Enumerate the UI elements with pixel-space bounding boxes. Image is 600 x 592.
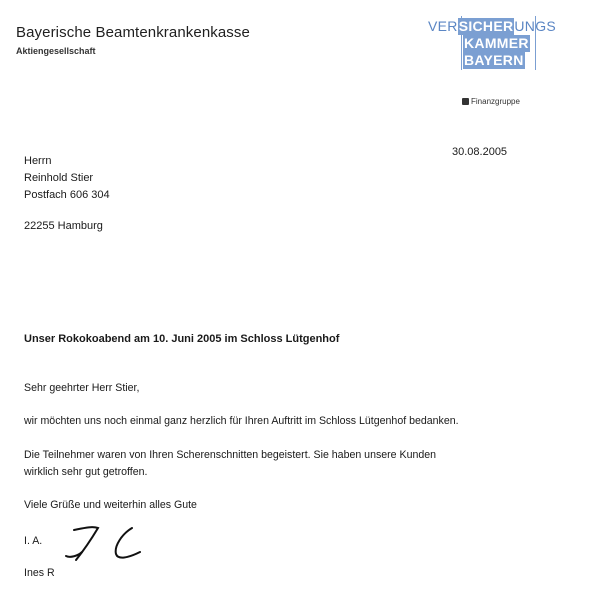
finance-group-text: Finanzgruppe bbox=[471, 97, 520, 106]
signer-name: Ines R bbox=[24, 567, 55, 579]
logo-row-1 bbox=[428, 18, 556, 35]
logo-text-sicher: SICHER bbox=[458, 18, 514, 34]
logo-text-kammer: KAMMER bbox=[464, 35, 529, 51]
logo-text-bayern: BAYERN bbox=[464, 52, 524, 68]
recipient-salutation: Herrn bbox=[24, 155, 52, 167]
logo-row-3 bbox=[463, 52, 525, 69]
letter-closing: Viele Grüße und weiterhin alles Gute bbox=[24, 499, 197, 511]
logo-text-ver: VER bbox=[428, 18, 458, 34]
company-subtitle: Aktiengesellschaft bbox=[16, 46, 96, 56]
sparkasse-icon bbox=[462, 98, 469, 105]
letter-date: 30.08.2005 bbox=[452, 146, 508, 158]
handwritten-signature bbox=[48, 516, 198, 566]
recipient-city: 22255 Hamburg bbox=[24, 220, 103, 232]
letter-paragraph-1: wir möchten uns noch einmal ganz herzlich für Ihren Auftritt im Schloss Lütgenhof bedanken. bbox=[24, 415, 459, 427]
letter-salutation: Sehr geehrter Herr Stier, bbox=[24, 382, 140, 394]
recipient-street: Postfach 606 304 bbox=[24, 189, 110, 201]
recipient-name: Reinhold Stier bbox=[24, 172, 94, 184]
finance-group-label bbox=[462, 97, 520, 106]
logo-text-ungs: UNGS bbox=[514, 18, 557, 34]
company-name: Bayerische Beamtenkrankenkasse bbox=[16, 24, 250, 41]
company-logo bbox=[428, 14, 588, 74]
signature-prefix: I. A. bbox=[24, 535, 43, 547]
letter-subject: Unser Rokokoabend am 10. Juni 2005 im Schloss Lütgenhof bbox=[24, 333, 340, 345]
logo-row-2 bbox=[463, 35, 530, 52]
letter-paragraph-2-line-2: wirklich sehr gut getroffen. bbox=[24, 466, 148, 478]
letter-paragraph-2-line-1: Die Teilnehmer waren von Ihren Scherenschnitten begeistert. Sie haben unsere Kunden bbox=[24, 449, 437, 461]
